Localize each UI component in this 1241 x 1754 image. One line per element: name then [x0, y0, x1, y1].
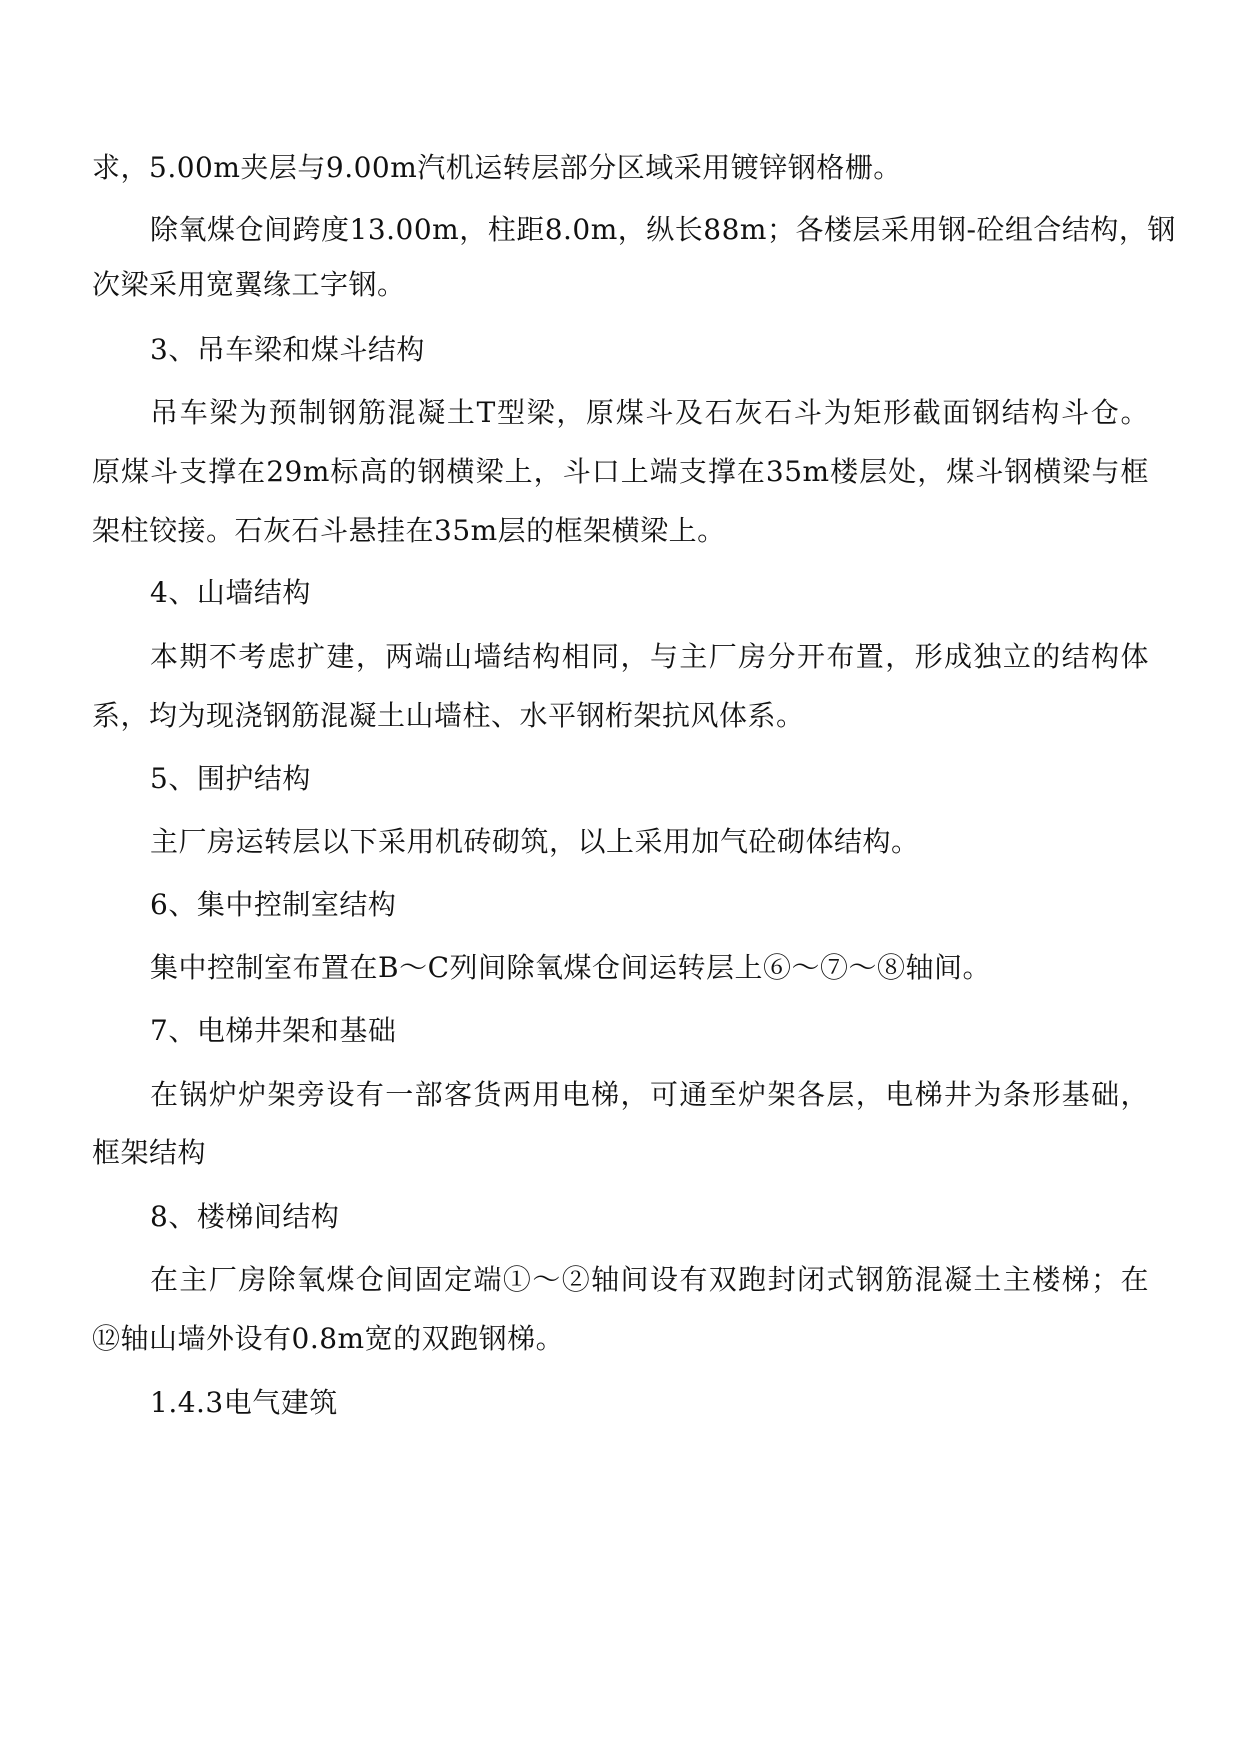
paragraph-line: ⑫轴山墙外设有0.8m宽的双跑钢梯。 [92, 1322, 565, 1355]
paragraph-line: 除氧煤仓间跨度13.00m，柱距8.0m，纵长88m；各楼层采用钢-砼组合结构，钢 [150, 213, 1176, 246]
paragraph-line: 求，5.00m夹层与9.00m汽机运转层部分区域采用镀锌钢格栅。 [92, 151, 902, 184]
section-heading: 3、吊车梁和煤斗结构 [150, 333, 425, 366]
paragraph-line: 架柱铰接。石灰石斗悬挂在35m层的框架横梁上。 [92, 514, 726, 547]
paragraph-line: 本期不考虑扩建，两端山墙结构相同，与主厂房分开布置，形成独立的结构体 [150, 640, 1149, 673]
paragraph-line: 吊车梁为预制钢筋混凝土T型梁，原煤斗及石灰石斗为矩形截面钢结构斗仓。 [150, 396, 1149, 429]
subsection-heading: 1.4.3电气建筑 [150, 1386, 338, 1419]
paragraph-line: 在主厂房除氧煤仓间固定端①～②轴间设有双跑封闭式钢筋混凝土主楼梯；在 [150, 1263, 1149, 1296]
paragraph-line: 在锅炉炉架旁设有一部客货两用电梯，可通至炉架各层，电梯井为条形基础， [150, 1078, 1149, 1111]
section-heading: 4、山墙结构 [150, 576, 311, 609]
section-heading: 5、围护结构 [150, 762, 311, 795]
paragraph-line: 主厂房运转层以下采用机砖砌筑，以上采用加气砼砌体结构。 [150, 825, 920, 858]
paragraph-line: 集中控制室布置在B～C列间除氧煤仓间运转层上⑥～⑦～⑧轴间。 [150, 951, 992, 984]
section-heading: 6、集中控制室结构 [150, 888, 397, 921]
section-heading: 7、电梯井架和基础 [150, 1014, 397, 1047]
paragraph-line: 次梁采用宽翼缘工字钢。 [92, 268, 406, 301]
paragraph-line: 系，均为现浇钢筋混凝土山墙柱、水平钢桁架抗风体系。 [92, 699, 805, 732]
paragraph-line: 原煤斗支撑在29m标高的钢横梁上，斗口上端支撑在35m楼层处，煤斗钢横梁与框 [92, 455, 1149, 488]
paragraph-line: 框架结构 [92, 1136, 207, 1169]
section-heading: 8、楼梯间结构 [150, 1200, 340, 1233]
